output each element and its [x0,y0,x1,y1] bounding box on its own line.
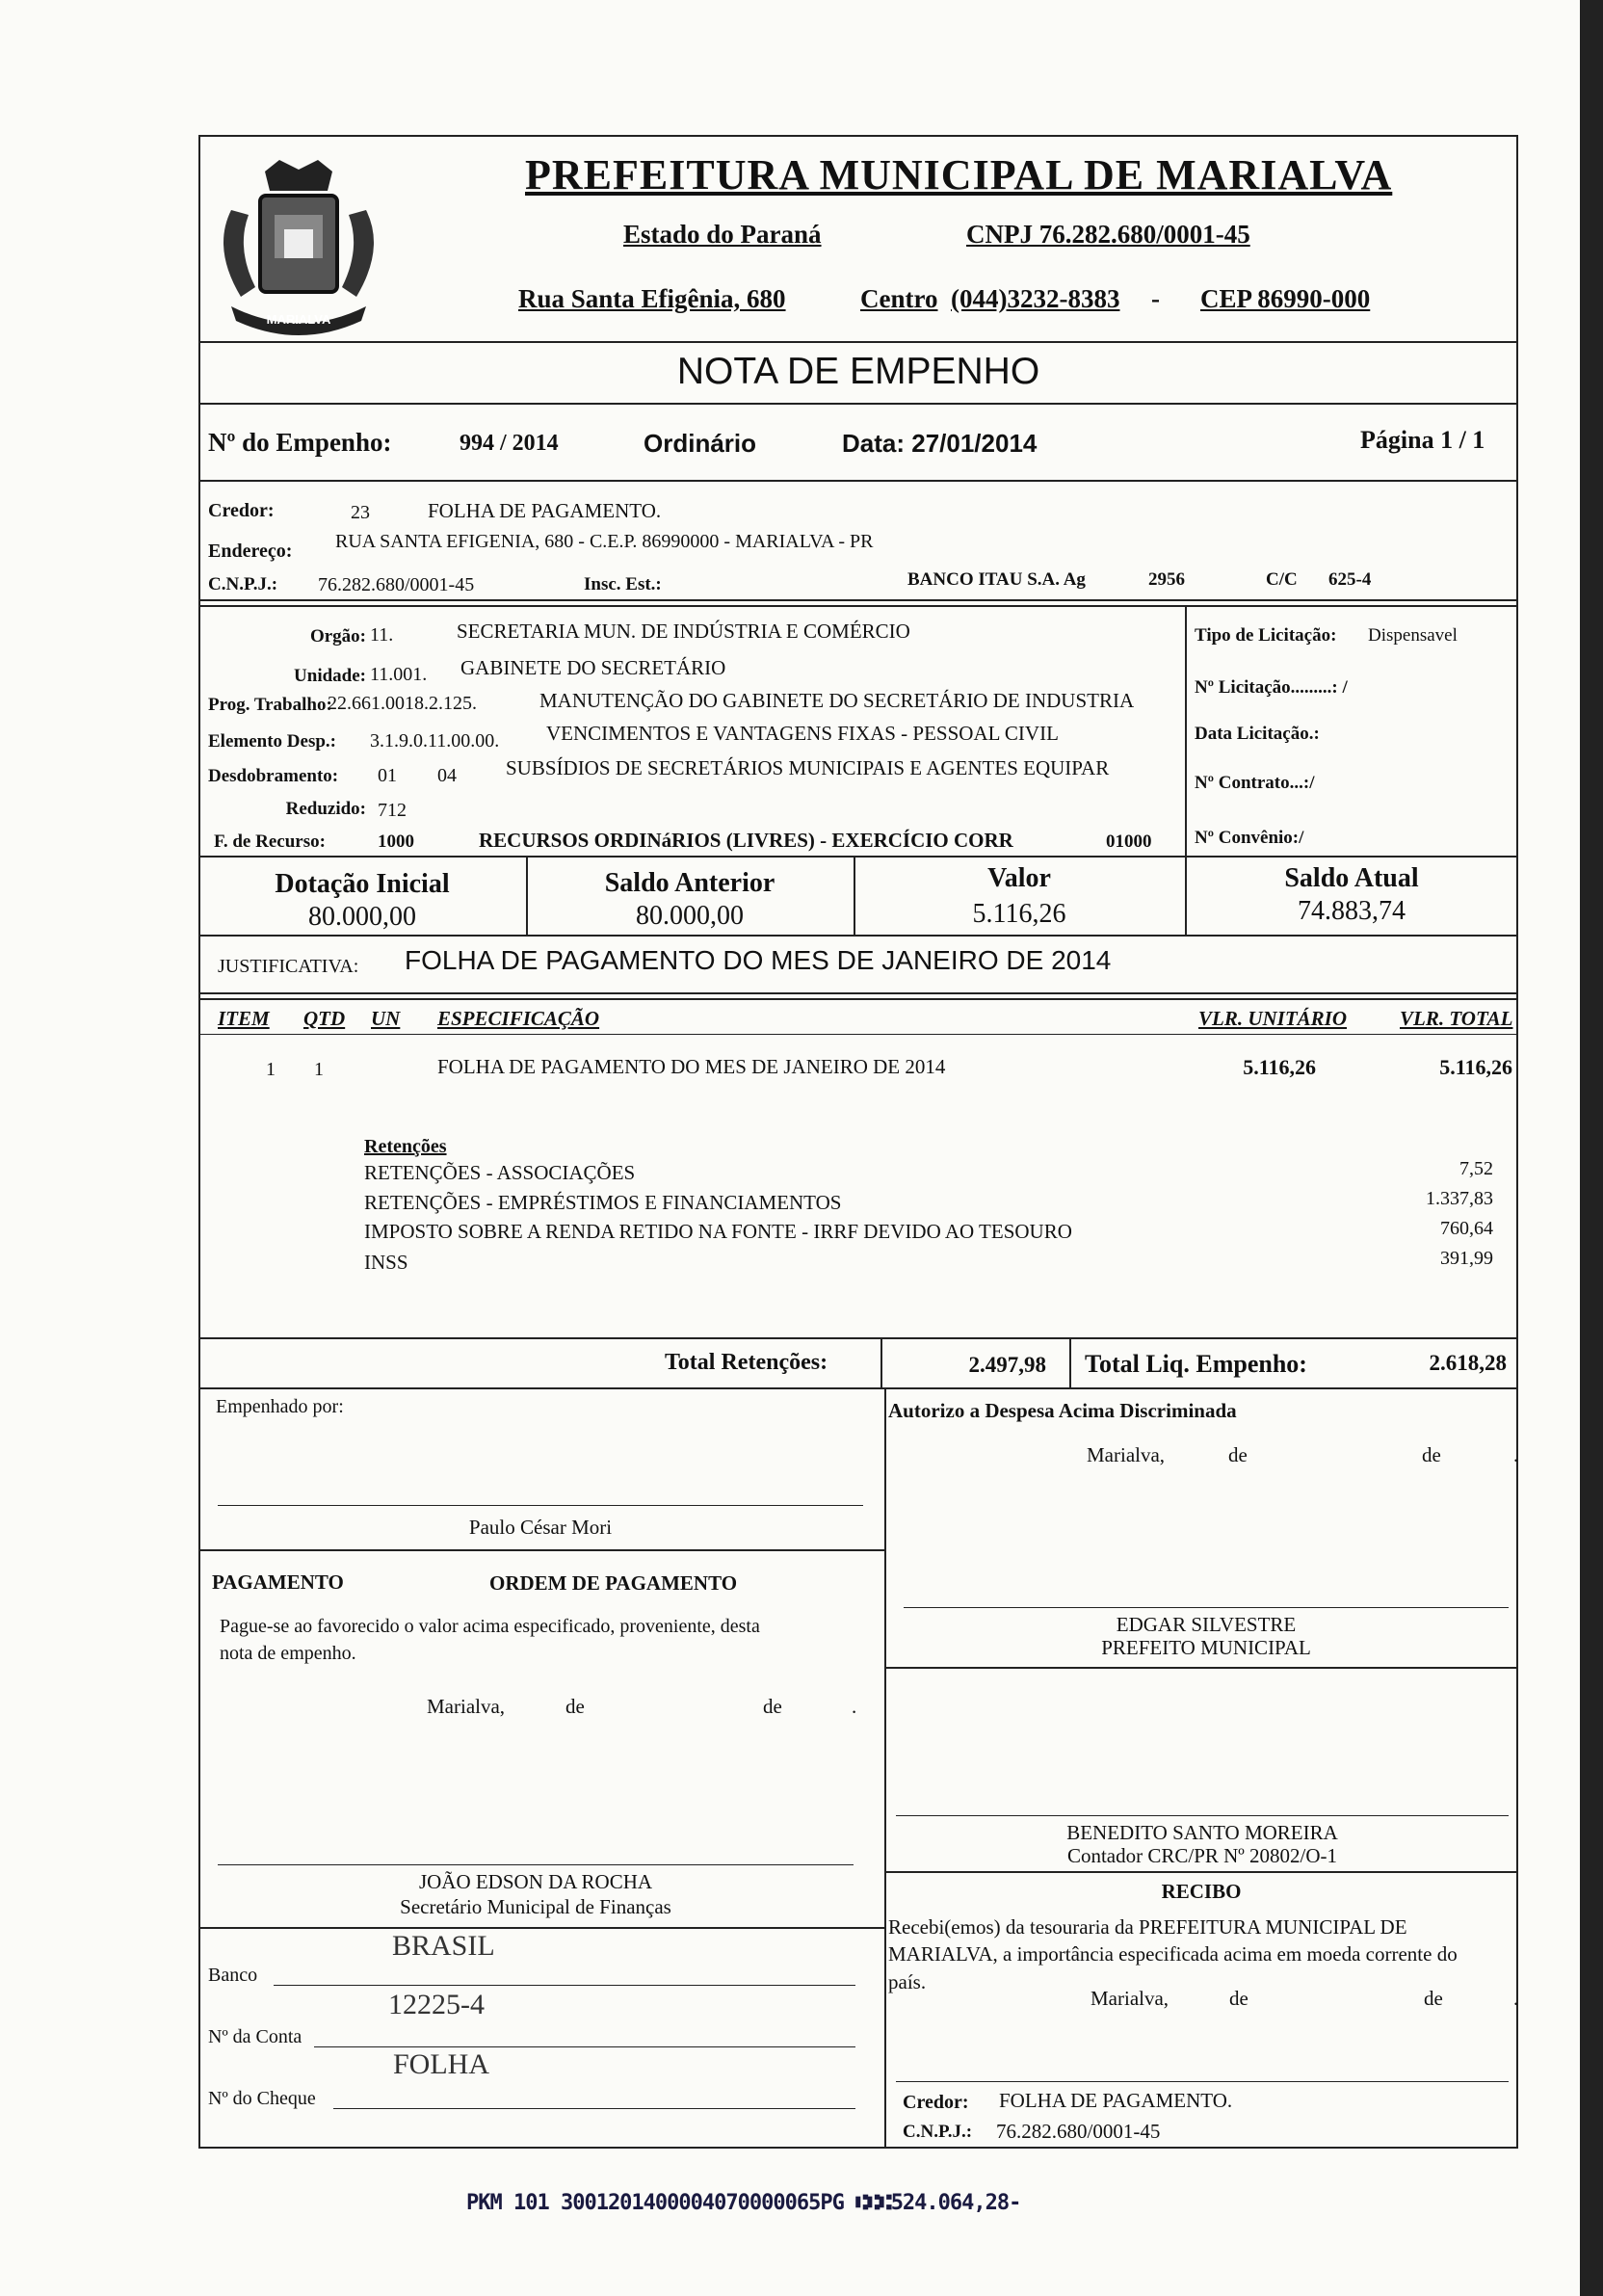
bank-agency: 2956 [1148,569,1185,590]
ordem-pagamento-label: ORDEM DE PAGAMENTO [489,1571,738,1595]
autorizo-city: Marialva, [1087,1443,1166,1466]
prefeito-nome: EDGAR SILVESTRE [1116,1613,1297,1636]
desdobramento-b: 04 [437,765,457,786]
col-especificacao: ESPECIFICAÇÃO [437,1007,600,1030]
retencao-value: 7,52 [1459,1158,1493,1179]
empenho-label: Nº do Empenho: [208,428,392,457]
pagamento-text-1: Pague-se ao favorecido o valor acima especificado, proveniente, desta [220,1616,760,1637]
retencao-value: 1.337,83 [1426,1188,1493,1209]
credor-address: RUA SANTA EFIGENIA, 680 - C.E.P. 86990000 - MARIALVA - PR [335,531,874,552]
desdobramento-label: Desdobramento: [208,766,339,786]
autorizo-text: Autorizo a Despesa Acima Discriminada [888,1399,1237,1422]
retencao-label: RETENÇÕES - EMPRÉSTIMOS E FINANCIAMENTOS [364,1191,842,1214]
licitacao-number: Nº Licitação.........: / [1195,677,1348,698]
col-un: UN [371,1007,401,1030]
pagamento-city: Marialva, [427,1695,506,1718]
header-cnpj: CNPJ 76.282.680/0001-45 [966,220,1250,249]
autorizo-de-2: de [1422,1443,1441,1466]
row-unit-value: 5.116,26 [1243,1055,1316,1079]
elemento-name: VENCIMENTOS E VANTAGENS FIXAS - PESSOAL CIVIL [546,722,1059,745]
empenho-date: Data: 27/01/2014 [842,429,1038,458]
elemento-code: 3.1.9.0.11.00.00. [370,730,500,752]
saldo-atual-label: Saldo Atual [1284,863,1419,893]
header-address: Rua Santa Efigênia, 680 [518,284,786,313]
valor-label: Valor [987,863,1051,893]
autorizo-dot: . [1513,1443,1519,1466]
convenio-number: Nº Convênio:/ [1195,828,1304,848]
contador-cargo: Contador CRC/PR Nº 20802/O-1 [1066,1844,1338,1867]
empenhado-nome: Paulo César Mori [468,1516,613,1539]
banco-value: BRASIL [392,1930,495,1962]
dotacao-label: Dotação Inicial [275,869,450,899]
cheque-value: FOLHA [393,2048,490,2080]
secretario-nome: JOÃO EDSON DA ROCHA [418,1870,653,1893]
retencoes-title: Retenções [364,1136,447,1157]
recibo-de-1: de [1229,1987,1248,2010]
orgao-name: SECRETARIA MUN. DE INDÚSTRIA E COMÉRCIO [457,620,910,643]
prog-code: 22.661.0018.2.125. [328,693,477,714]
total-retencoes-label: Total Retenções: [665,1350,828,1375]
justificativa-text: FOLHA DE PAGAMENTO DO MES DE JANEIRO DE 2014 [405,945,1112,975]
credor-label: Credor: [208,500,275,521]
empenhado-por-label: Empenhado por: [216,1396,344,1417]
saldo-anterior-label: Saldo Anterior [604,868,775,898]
contrato-number: Nº Contrato...:/ [1195,773,1315,793]
bank-account: 625-4 [1328,569,1372,590]
state-name: Estado do Paraná [623,220,822,249]
pagamento-de-2: de [763,1695,782,1718]
retencao-label: IMPOSTO SOBRE A RENDA RETIDO NA FONTE - IRRF DEVIDO AO TESOURO [364,1220,1072,1243]
empenho-kind: Ordinário [644,429,757,458]
conta-label: Nº da Conta [208,2026,302,2047]
recibo-text-3: país. [888,1970,927,1993]
elemento-label: Elemento Desp.: [208,731,336,752]
col-unit-value: VLR. UNITÁRIO [1198,1007,1348,1030]
prog-name: MANUTENÇÃO DO GABINETE DO SECRETÁRIO DE INDUSTRIA [539,689,1135,712]
reduzido-value: 712 [378,800,407,821]
orgao-label: Orgão: [309,626,366,647]
desdobramento-name: SUBSÍDIOS DE SECRETÁRIOS MUNICIPAIS E AGENTES EQUIPAR [506,756,1110,779]
orgao-code: 11. [370,624,394,646]
pagamento-label: PAGAMENTO [212,1570,344,1594]
reduzido-label: Reduzido: [285,799,366,819]
total-liquido-value: 2.618,28 [1429,1351,1507,1375]
justificativa-label: JUSTIFICATIVA: [218,956,359,977]
retencao-label: INSS [364,1251,408,1274]
unidade-name: GABINETE DO SECRETÁRIO [460,656,726,679]
row-total-value: 5.116,26 [1439,1055,1512,1079]
col-qtd: QTD [303,1007,346,1030]
row-spec: FOLHA DE PAGAMENTO DO MES DE JANEIRO DE 2014 [437,1055,946,1078]
credor-name: FOLHA DE PAGAMENTO. [428,499,662,522]
total-liquido-label: Total Liq. Empenho: [1085,1350,1307,1378]
desdobramento-a: 01 [378,765,397,786]
autorizo-de-1: de [1228,1443,1248,1466]
recibo-city: Marialva, [1091,1987,1169,2010]
page-indicator: Página 1 / 1 [1360,426,1485,454]
pagamento-text-2: nota de empenho. [220,1643,356,1664]
unidade-label: Unidade: [294,666,366,686]
saldo-anterior-value: 80.000,00 [636,901,744,931]
col-total-value: VLR. TOTAL [1400,1007,1513,1030]
recibo-cnpj-label: C.N.P.J.: [903,2122,973,2142]
dotacao-value: 80.000,00 [308,902,416,932]
header-district: Centro [860,284,938,313]
account-label: C/C [1266,569,1298,590]
prefeito-cargo: PREFEITO MUNICIPAL [1101,1636,1311,1659]
banco-label: Banco [208,1965,258,1986]
licitacao-date: Data Licitação.: [1195,724,1320,744]
conta-value: 12225-4 [388,1989,485,2020]
header-dash: - [1151,284,1160,313]
recibo-cnpj: 76.282.680/0001-45 [996,2120,1161,2143]
saldo-atual-value: 74.883,74 [1298,896,1406,926]
page-title: PREFEITURA MUNICIPAL DE MARIALVA [525,151,1393,198]
retencao-value: 391,99 [1440,1248,1493,1269]
cnpj-label: C.N.P.J.: [208,574,278,594]
credor-code: 23 [351,502,370,523]
cheque-label: Nº do Cheque [208,2088,316,2109]
prog-label: Prog. Trabalho: [208,695,332,715]
micr-line: PKM 101 3001201400004070000065PG ⑆⑆⑆524.064,28- [466,2191,1021,2215]
recibo-credor-label: Credor: [903,2092,969,2113]
credor-cnpj: 76.282.680/0001-45 [318,574,475,595]
address-label: Endereço: [208,541,293,562]
row-item: 1 [266,1059,276,1080]
recurso-number: 01000 [1106,831,1152,852]
document-type: NOTA DE EMPENHO [676,351,1040,392]
header-cep: CEP 86990-000 [1200,284,1371,313]
scan-edge [1580,0,1603,2296]
bank-name: BANCO ITAU S.A. Ag [907,569,1086,590]
recibo-de-2: de [1424,1987,1443,2010]
retencao-label: RETENÇÕES - ASSOCIAÇÕES [364,1161,636,1184]
recibo-title: RECIBO [1161,1880,1242,1903]
recibo-text-1: Recebi(emos) da tesouraria da PREFEITURA MUNICIPAL DE [888,1915,1407,1939]
col-item: ITEM [218,1007,270,1030]
header-phone: (044)3232-8383 [951,284,1120,313]
contador-nome: BENEDITO SANTO MOREIRA [1066,1821,1338,1844]
recurso-code: 1000 [378,831,414,852]
recurso-name: RECURSOS ORDINáRIOS (LIVRES) - EXERCÍCIO CORR [479,829,1013,852]
licitacao-tipo-label: Tipo de Licitação: [1195,625,1337,646]
recurso-label: F. de Recurso: [214,831,326,852]
pagamento-dot: . [852,1695,857,1718]
empenho-number: 994 / 2014 [460,431,559,456]
licitacao-tipo-value: Dispensavel [1368,625,1458,646]
row-qtd: 1 [314,1059,324,1080]
recibo-text-2: MARIALVA, a importância especificada acima em moeda corrente do [888,1942,1458,1966]
insc-label: Insc. Est.: [584,574,662,594]
secretario-cargo: Secretário Municipal de Finanças [400,1895,671,1918]
svg-text:MARIALVA: MARIALVA [266,312,331,327]
valor-value: 5.116,26 [972,899,1066,929]
unidade-code: 11.001. [370,664,428,685]
retencao-value: 760,64 [1440,1218,1493,1239]
recibo-credor: FOLHA DE PAGAMENTO. [999,2089,1233,2112]
pagamento-de-1: de [565,1695,585,1718]
total-retencoes-value: 2.497,98 [968,1353,1046,1377]
recibo-dot: . [1513,1987,1519,2010]
coat-of-arms-icon [202,152,395,345]
